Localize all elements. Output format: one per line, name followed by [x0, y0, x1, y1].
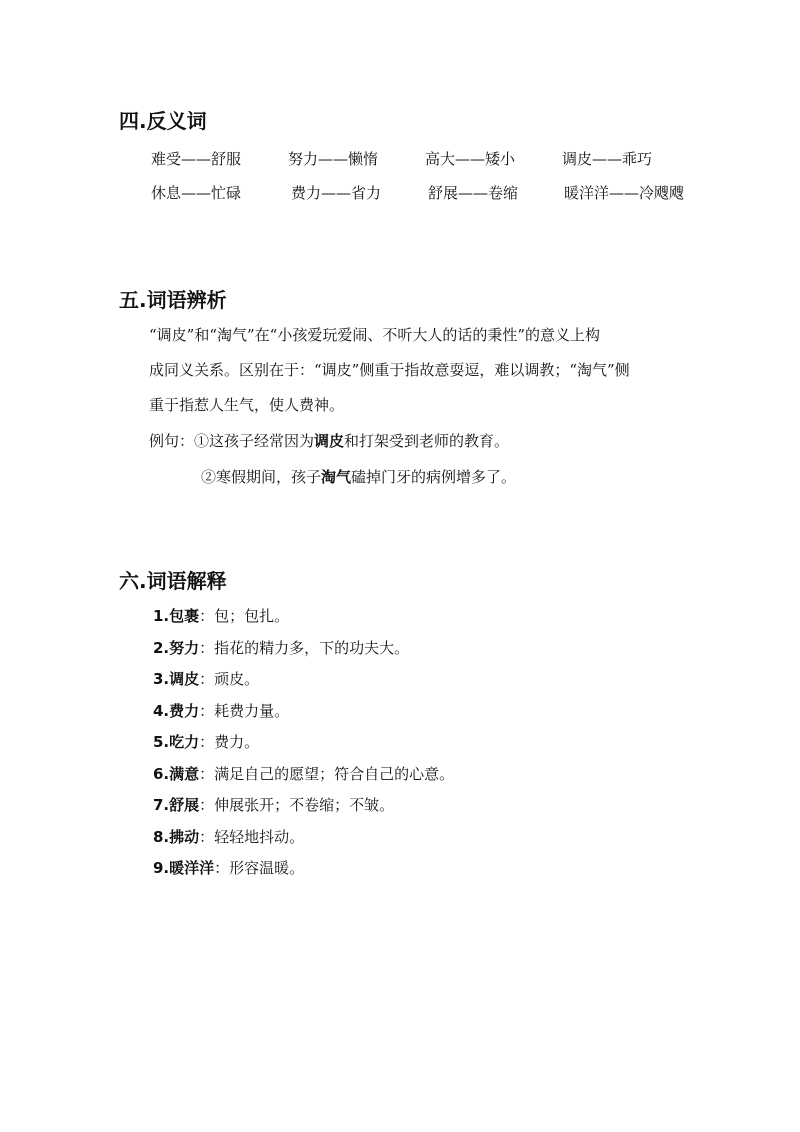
antonym-pair: 高大——矮小 [425, 150, 516, 168]
definition-term: 7.舒展 [153, 796, 200, 814]
antonym-pair: 舒展——卷缩 [428, 184, 519, 202]
definition-term: 4.费力 [153, 702, 200, 720]
definition-text: ：轻轻地抖动。 [199, 828, 305, 846]
example-keyword: 淘气 [321, 468, 352, 486]
definition-text: ：满足自己的愿望；符合自己的心意。 [199, 765, 455, 783]
example-keyword: 调皮 [314, 432, 345, 450]
definition-item [153, 857, 304, 878]
definition-item [153, 637, 409, 658]
definition-term: 9.暖洋洋 [153, 859, 215, 877]
definition-item [153, 826, 304, 847]
antonym-pair: 努力——懒惰 [288, 150, 379, 168]
example-prefix: ②寒假期间，孩子 [201, 468, 322, 486]
example-sentence-2 [201, 466, 516, 487]
definition-text: ：指花的精力多，下的功夫大。 [199, 639, 410, 657]
definition-term: 6.满意 [153, 765, 200, 783]
definition-term: 3.调皮 [153, 670, 200, 688]
definition-item [153, 731, 259, 752]
paragraph-line: 重于指惹人生气，使人费神。 [149, 396, 345, 414]
definition-item [153, 700, 289, 721]
antonym-pair: 调皮——乖巧 [562, 150, 653, 168]
example-prefix: 例句：①这孩子经常因为 [149, 432, 315, 450]
definition-item [153, 668, 259, 689]
section-4-heading: 四.反义词 [119, 109, 207, 133]
section-5-heading: 五.词语辨析 [119, 288, 227, 312]
paragraph-line: 成同义关系。区别在于：“调皮”侧重于指故意耍逗，难以调教；“淘气”侧 [149, 361, 630, 379]
paragraph-line: “调皮”和“淘气”在“小孩爱玩爱闹、不听大人的话的秉性”的意义上构 [149, 326, 601, 344]
definition-item [153, 763, 454, 784]
section-6-heading: 六.词语解释 [119, 569, 227, 593]
example-sentence-1 [149, 430, 509, 451]
definition-term: 2.努力 [153, 639, 200, 657]
definition-term: 8.拂动 [153, 828, 200, 846]
definition-text: ：耗费力量。 [199, 702, 290, 720]
antonym-pair: 费力——省力 [291, 184, 382, 202]
example-suffix: 磕掉门牙的病例增多了。 [351, 468, 517, 486]
definition-text: ：形容温暖。 [214, 859, 305, 877]
definition-text: ：伸展张开；不卷缩；不皱。 [199, 796, 395, 814]
definition-item [153, 794, 394, 815]
definition-item [153, 605, 289, 626]
antonym-pair: 暖洋洋——冷飕飕 [564, 184, 685, 202]
definition-term: 5.吃力 [153, 733, 200, 751]
definition-text: ：包；包扎。 [199, 607, 290, 625]
definition-term: 1.包裹 [153, 607, 200, 625]
definition-text: ：顽皮。 [199, 670, 260, 688]
antonym-pair: 难受——舒服 [151, 150, 242, 168]
definition-text: ：费力。 [199, 733, 260, 751]
antonym-pair: 休息——忙碌 [151, 184, 242, 202]
example-suffix: 和打架受到老师的教育。 [344, 432, 510, 450]
